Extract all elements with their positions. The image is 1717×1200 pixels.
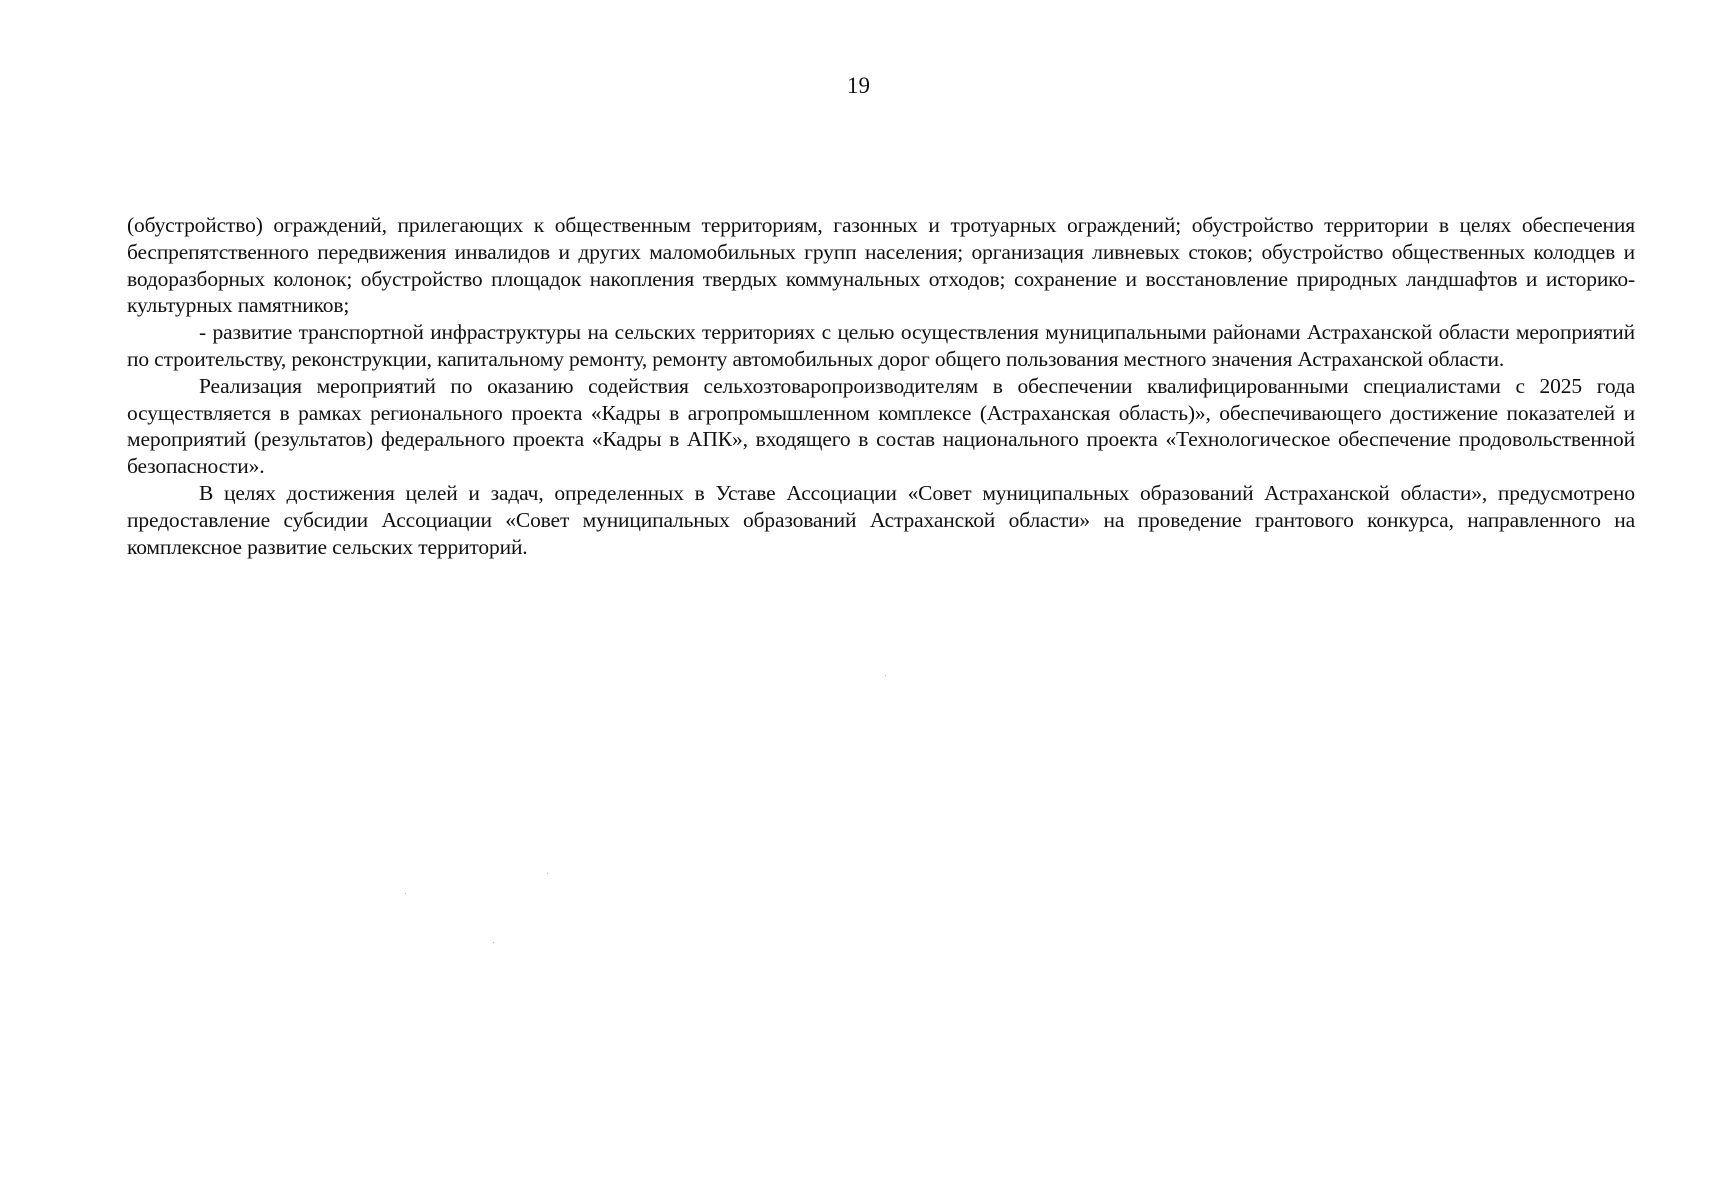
paragraph-grant-competition: В целях достижения целей и задач, определенных в Уставе Ассоциации «Совет муниципальных образований Астраханской области», предусмотрено предоставление субсидии Ассоциации «Совет муниципальных образований Астраханской области» на проведение грантового конкурса, направленного на комплексное развитие сельских территорий.	[127, 480, 1635, 559]
page-number: 19	[847, 73, 870, 98]
scan-speck	[547, 873, 548, 874]
scan-speck	[885, 675, 886, 676]
scan-speck	[493, 942, 494, 943]
paragraph-personnel-project: Реализация мероприятий по оказанию содействия сельхозтоваропроизводителям в обеспечении квалифицированными специалистами с 2025 года осуществляется в рамках регионального проекта «Кадры в агропромышленном комплексе (Астраханская область)», обеспечивающего достижение показателей и мероприятий (результатов) федерального проекта «Кадры в АПК», входящего в состав национального проекта «Технологическое обеспечение продовольственной безопасности».	[127, 373, 1635, 479]
paragraph-transport-infrastructure: - развитие транспортной инфраструктуры на сельских территориях с целью осуществления муниципальными районами Астраханской области мероприятий по строительству, реконструкции, капитальному ремонту, ремонту автомобильных дорог общего пользования местного значения Астраханской области.	[127, 320, 1635, 371]
document-body	[127, 212, 1635, 560]
paragraph-continuation: (обустройство) ограждений, прилегающих к общественным территориям, газонных и тротуарных ограждений; обустройство территории в целях обеспечения беспрепятственного передвижения инвалидов и других маломобильных групп населения; организация ливневых стоков; обустройство общественных колодцев и водоразборных колонок; обустройство площадок накопления твердых коммунальных отходов; сохранение и восстановление природных ландшафтов и историко-культурных памятников;	[127, 213, 1635, 318]
scan-speck	[405, 893, 406, 894]
